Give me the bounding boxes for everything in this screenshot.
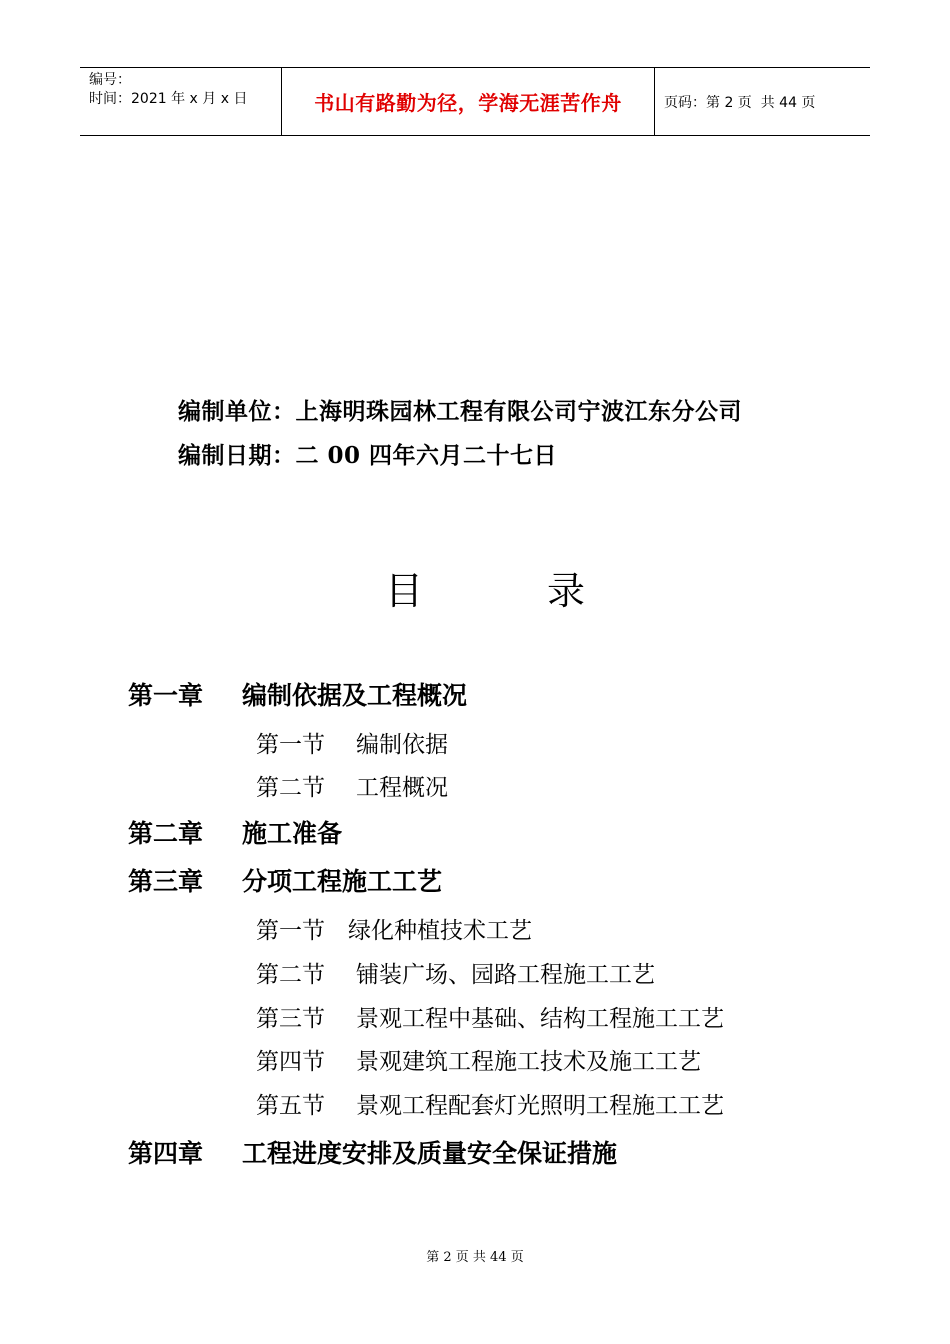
toc-entry-title: 景观工程中基础、结构工程施工工艺: [356, 1006, 724, 1032]
page-code: 页码：第 2 页 共 44 页: [664, 94, 816, 111]
number-label: 编号：: [89, 72, 131, 88]
toc-entry-number: 第三章: [128, 867, 204, 896]
toc-entry-number: 第三节: [256, 1006, 325, 1032]
toc-entry-title: 景观工程配套灯光照明工程施工工艺: [356, 1093, 724, 1119]
toc-section[interactable]: [256, 726, 448, 759]
page-footer: 第 2 页 共 44 页: [426, 1250, 524, 1265]
toc-section[interactable]: [256, 1043, 701, 1076]
header-page-cell: [655, 68, 870, 135]
time-label: 时间：2021 年 x 月 x 日: [89, 91, 248, 107]
header-motto-cell: [282, 68, 655, 135]
toc-chapter[interactable]: [128, 676, 467, 712]
header-meta-cell: [80, 68, 282, 135]
toc-entry-number: 第四节: [256, 1049, 325, 1075]
toc-entry-title: 施工准备: [242, 819, 343, 848]
toc-chapter[interactable]: [128, 814, 342, 850]
toc-entry-number: 第一章: [128, 681, 204, 710]
compiling-unit: 编制单位：上海明珠园林工程有限公司宁波江东分公司: [178, 398, 742, 425]
toc-chapter[interactable]: [128, 862, 442, 898]
toc-entry-title: 绿化种植技术工艺: [348, 918, 532, 944]
toc-entry-number: 第四章: [128, 1139, 204, 1168]
motto-text: 书山有路勤为径，学海无涯苦作舟: [314, 91, 622, 115]
toc-entry-title: 铺装广场、园路工程施工工艺: [356, 962, 655, 988]
toc-title-char: 目: [385, 569, 424, 613]
toc-chapter[interactable]: [128, 1134, 617, 1170]
toc-entry-title: 工程进度安排及质量安全保证措施: [242, 1139, 618, 1168]
toc-entry-number: 第二节: [256, 775, 325, 801]
toc-entry-title: 编制依据及工程概况: [242, 681, 468, 710]
toc-entry-title: 分项工程施工工艺: [242, 867, 443, 896]
toc-entry-number: 第二节: [256, 962, 325, 988]
toc-entry-number: 第一节: [256, 732, 325, 758]
toc-title-char: 录: [546, 569, 585, 613]
toc-entry-title: 工程概况: [356, 775, 448, 801]
toc-entry-number: 第二章: [128, 819, 204, 848]
toc-section[interactable]: [256, 912, 532, 945]
toc-section[interactable]: [256, 1000, 724, 1033]
toc-section[interactable]: [256, 769, 448, 802]
toc-entry-title: 景观建筑工程施工技术及施工工艺: [356, 1049, 701, 1075]
toc-entry-number: 第一节: [256, 918, 325, 944]
toc-entry-title: 编制依据: [356, 732, 448, 758]
toc-title: [385, 560, 585, 615]
compiling-date: 编制日期：二 00 四年六月二十七日: [178, 442, 558, 469]
header-table: [80, 67, 870, 136]
toc-section[interactable]: [256, 1087, 724, 1120]
toc-section[interactable]: [256, 956, 655, 989]
toc-entry-number: 第五节: [256, 1093, 325, 1119]
